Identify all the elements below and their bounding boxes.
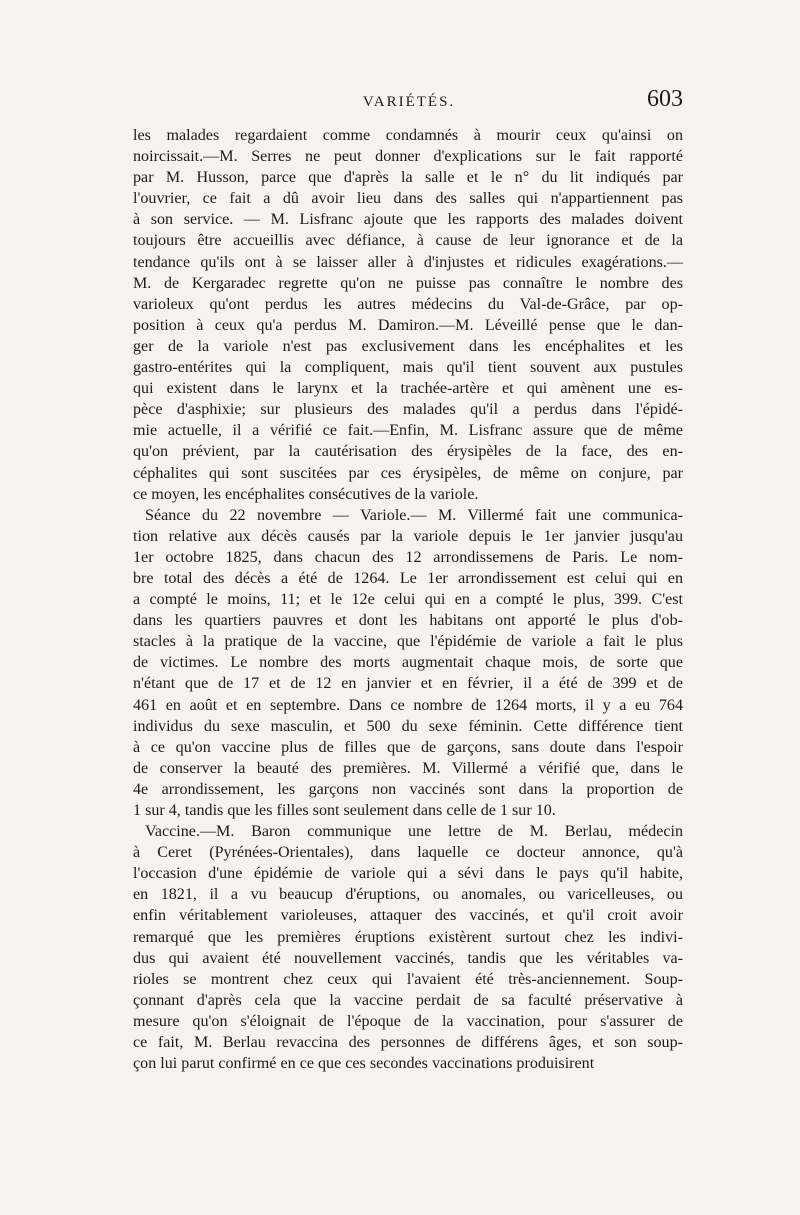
text-line: noircissait.—M. Serres ne peut donner d'explications sur le fait rapporté [133, 148, 683, 166]
text-line: Vaccine.—M. Baron communique une lettre de M. Berlau, médecin [145, 823, 683, 841]
text-line: ce fait, M. Berlau revaccina des personnes de différens âges, et son soup- [133, 1034, 683, 1052]
text-line: 461 en août et en septembre. Dans ce nombre de 1264 morts, il y a eu 764 [133, 696, 683, 714]
running-head: VARIÉTÉS. [362, 94, 456, 110]
text-line: qu'on prévient, par la cautérisation des érysipèles de la face, des en- [133, 443, 683, 461]
text-line: 1er octobre 1825, dans chacun des 12 arrondissemens de Paris. Le nom- [133, 548, 683, 566]
text-line: Séance du 22 novembre — Variole.— M. Villermé fait une communica- [145, 506, 683, 524]
text-line: individus du sexe masculin, et 500 du sexe féminin. Cette différence tient [133, 717, 683, 735]
text-line: bre total des décès a été de 1264. Le 1er arrondissement est celui qui en [133, 569, 683, 587]
text-line: les malades regardaient comme condamnés à mourir ceux qu'ainsi on [133, 127, 683, 144]
text-line: à ce qu'on vaccine plus de filles que de garçons, sans doute dans l'espoir [133, 738, 683, 756]
text-line: gastro-entérites qui la compliquent, mais qu'il tient souvent aux pustules [133, 359, 683, 377]
text-line: de victimes. Le nombre des morts augmentait chaque mois, de sorte que [133, 654, 683, 672]
text-line: à son service. — M. Lisfranc ajoute que les rapports des malades doivent [133, 211, 683, 229]
text-line: çon lui parut confirmé en ce que ces secondes vaccinations produisirent [133, 1055, 595, 1073]
text-line: position à ceux qu'a perdus M. Damiron.—M. Léveillé pense que le dan- [133, 316, 683, 334]
page-number: 603 [647, 86, 683, 112]
text-line: par M. Husson, parce que d'après la salle et le n° du lit indiqués par [133, 169, 683, 187]
text-line: rioles se montrent chez ceux qui l'avaient été très-anciennement. Soup- [133, 970, 683, 988]
text-line: ce moyen, les encéphalites consécutives de la variole. [133, 485, 479, 503]
text-line: dans les quartiers pauvres et dont les habitans ont apporté le plus d'ob- [133, 612, 683, 630]
text-line: M. de Kergaradec regrette qu'on ne puisse pas connaître le nombre des [133, 274, 683, 292]
text-line: toujours être accueillis avec défiance, à cause de leur ignorance et de la [133, 232, 683, 250]
text-line: enfin véritablement varioleuses, attaquer des vaccinés, et qu'il croit avoir [133, 907, 683, 925]
body-text [133, 125, 683, 1074]
text-line: mesure qu'on s'éloignait de l'époque de la vaccination, pour s'assurer de [133, 1012, 683, 1030]
text-line: remarqué que les premières éruptions existèrent surtout chez les indivi- [133, 928, 683, 946]
text-line: n'étant que de 17 et de 12 en janvier et en février, il a été de 399 et de [133, 675, 683, 693]
text-line: 4e arrondissement, les garçons non vaccinés sont dans la proportion de [133, 780, 683, 798]
text-line: stacles à la pratique de la vaccine, que l'épidémie de variole a fait le plus [133, 633, 683, 651]
text-line: à Ceret (Pyrénées-Orientales), dans laquelle ce docteur annonce, qu'à [133, 844, 683, 862]
text-line: a compté le moins, 11; et le 12e celui qui en a compté le plus, 399. C'est [133, 591, 683, 609]
text-line: l'ouvrier, ce fait a dû avoir lieu dans des salles qui n'appartiennent pas [133, 190, 683, 208]
text-line: varioleux qu'ont perdus les autres médecins du Val-de-Grâce, par op- [133, 295, 683, 313]
text-line: çonnant d'après cela que la vaccine perdait de sa faculté préservative à [133, 991, 683, 1009]
text-line: ger de la variole n'est pas exclusivement dans les encéphalites et les [133, 337, 683, 355]
text-line: tendance qu'ils ont à se laisser aller à d'injustes et ridicules exagérations.— [133, 253, 683, 271]
text-line: dus qui avaient été nouvellement vaccinés, tandis que les véritables va- [133, 949, 683, 967]
text-line: en 1821, il a vu beaucup d'éruptions, ou anomales, ou varicelleuses, ou [133, 886, 683, 904]
text-line: mie actuelle, il a vérifié ce fait.—Enfin, M. Lisfranc assure que de même [133, 422, 683, 440]
text-line: tion relative aux décès causés par la variole depuis le 1er janvier jusqu'au [133, 527, 683, 545]
text-line: de conserver la beauté des premières. M. Villermé a vérifié que, dans le [133, 759, 683, 777]
page-header [135, 86, 683, 116]
text-line: l'occasion d'une épidémie de variole qui a sévi dans le pays qu'il habite, [133, 865, 683, 883]
text-line: 1 sur 4, tandis que les filles sont seulement dans celle de 1 sur 10. [133, 802, 556, 819]
text-line: céphalites qui sont suscitées par ces érysipèles, de même on conjure, par [133, 464, 683, 482]
text-line: pèce d'asphixie; sur plusieurs des malades qu'il a perdus dans l'épidé- [133, 401, 683, 419]
text-line: qui existent dans le larynx et la trachée-artère et qui amènent une es- [133, 380, 683, 398]
